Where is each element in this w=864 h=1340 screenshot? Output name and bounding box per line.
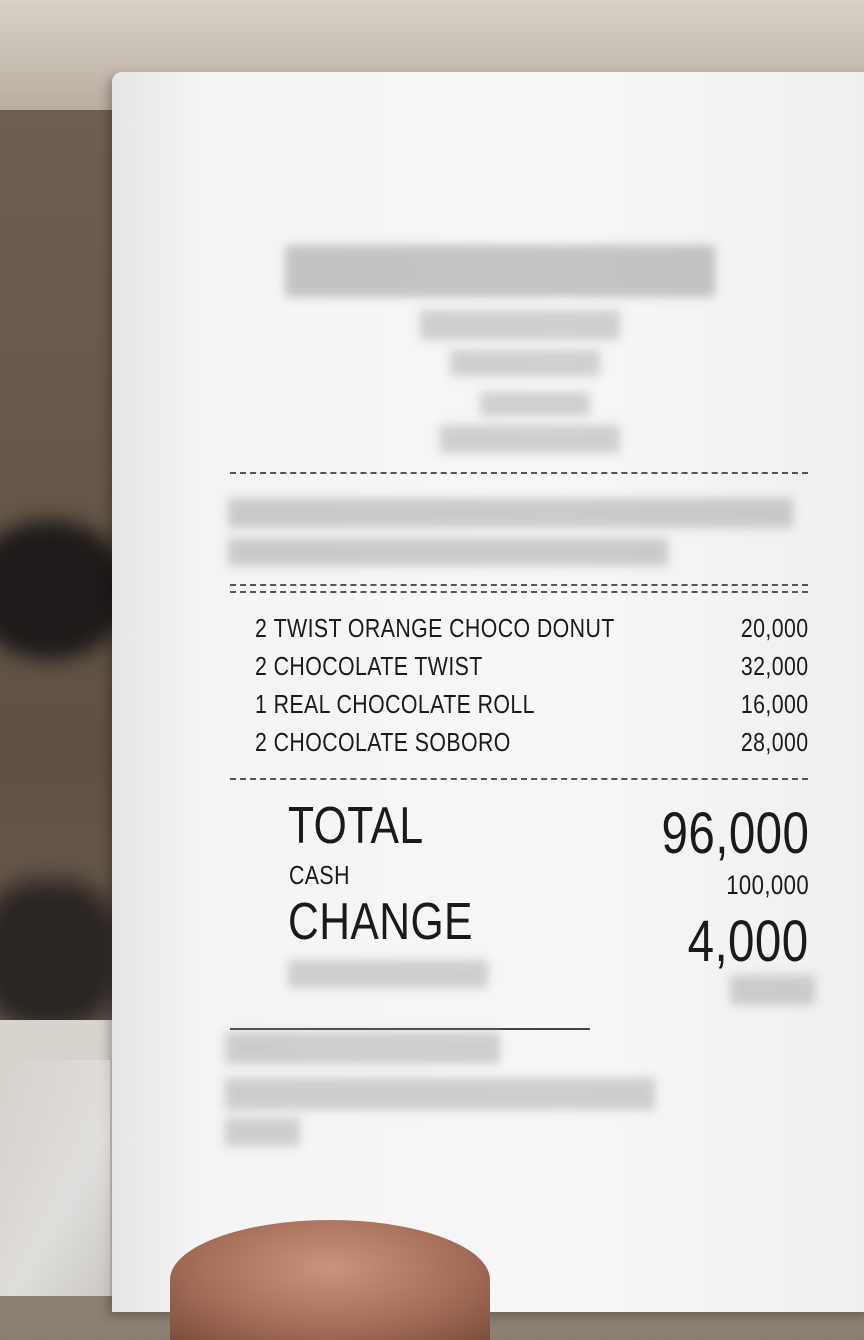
item-qty: 2 <box>255 650 268 681</box>
total-label: TOTAL <box>288 797 424 855</box>
separator-line <box>230 778 808 780</box>
blurred-transaction-info <box>228 498 793 528</box>
change-label: CHANGE <box>288 893 473 951</box>
item-name: CHOCOLATE TWIST <box>273 650 483 681</box>
cash-value: 100,000 <box>726 870 809 900</box>
blurred-store-name <box>285 245 715 297</box>
blurred-footer-info <box>730 975 815 1005</box>
item-price: 28,000 <box>740 726 809 757</box>
blurred-footer-info <box>225 1078 655 1110</box>
line-item <box>255 726 809 758</box>
item-name: REAL CHOCOLATE ROLL <box>273 688 535 719</box>
item-qty: 2 <box>255 726 268 757</box>
blurred-store-info <box>450 350 600 376</box>
item-name: CHOCOLATE SOBORO <box>273 726 511 757</box>
blurred-store-info <box>440 425 620 453</box>
line-item <box>255 612 809 644</box>
thumb <box>170 1220 490 1340</box>
item-price: 16,000 <box>740 688 809 719</box>
cash-label: CASH <box>289 860 350 890</box>
item-qty: 1 <box>255 688 268 719</box>
blurred-store-info <box>420 310 620 340</box>
blurred-footer-info <box>288 960 488 988</box>
separator-line <box>230 472 808 474</box>
total-value: 96,000 <box>661 801 809 866</box>
double-separator-line <box>230 584 808 593</box>
change-value: 4,000 <box>687 909 809 974</box>
item-qty: 2 <box>255 612 268 643</box>
blurred-footer-info <box>225 1118 300 1146</box>
item-price: 20,000 <box>740 612 809 643</box>
item-price: 32,000 <box>740 650 809 681</box>
item-name: TWIST ORANGE CHOCO DONUT <box>273 612 615 643</box>
blurred-store-info <box>480 392 590 416</box>
blurred-footer-info <box>225 1032 500 1064</box>
background-object <box>0 880 120 1030</box>
blurred-transaction-info <box>228 538 668 566</box>
plastic-wrap <box>0 1060 110 1296</box>
line-item <box>255 650 809 682</box>
signature-line <box>230 1028 590 1030</box>
line-item <box>255 688 809 720</box>
